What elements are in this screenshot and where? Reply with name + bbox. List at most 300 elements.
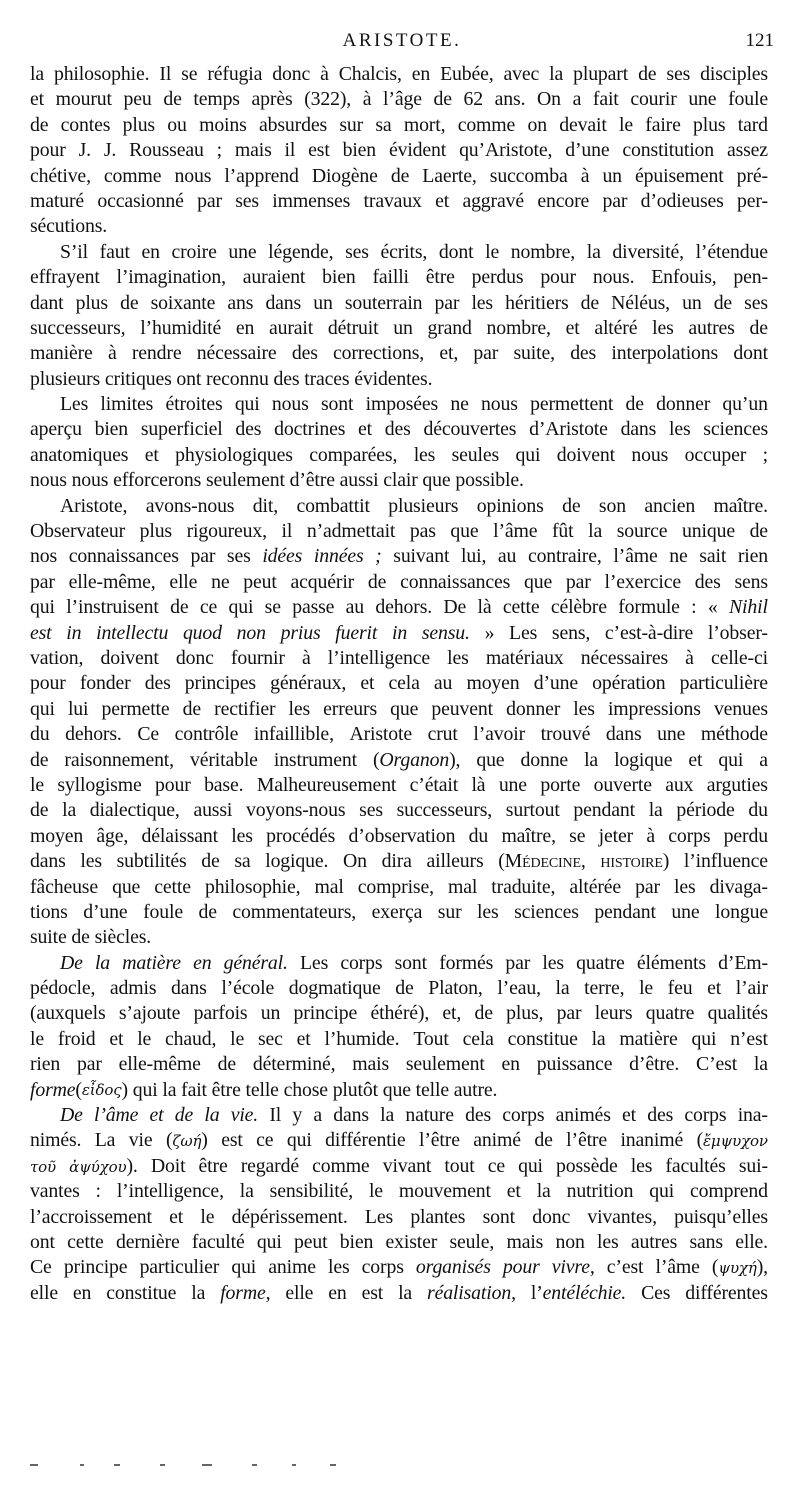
word: d’être. — [629, 1053, 680, 1076]
word: dans — [333, 1104, 369, 1127]
word: à — [685, 646, 694, 669]
word: immenses — [272, 189, 351, 212]
word: à — [580, 164, 590, 187]
text-line — [30, 595, 768, 620]
word: une — [688, 88, 717, 111]
word: De — [443, 596, 467, 619]
word: l’intelligence, — [116, 1180, 224, 1203]
word: quod — [182, 621, 222, 644]
word: dans — [171, 977, 207, 1000]
word: le — [368, 1180, 383, 1203]
word: imposées — [365, 393, 439, 416]
word: aux — [665, 773, 694, 796]
word: en — [328, 1281, 347, 1304]
word: constitution — [622, 139, 715, 162]
word: nous. — [592, 266, 635, 289]
word: voyons-nous — [245, 799, 346, 822]
word: et — [506, 1180, 521, 1203]
word: encore — [537, 189, 590, 212]
word: comprend — [690, 1180, 768, 1203]
word: autres — [630, 1230, 678, 1253]
word: dit, — [252, 494, 279, 517]
word: corps — [684, 1104, 727, 1127]
text-line — [30, 367, 768, 392]
word: peu — [123, 88, 152, 111]
word: jeter — [598, 824, 634, 847]
text-line — [30, 265, 768, 290]
word: ouverte — [593, 773, 652, 796]
word: avec — [503, 63, 540, 85]
word: et — [296, 1027, 311, 1050]
word: la — [398, 1281, 413, 1304]
word: arguties — [706, 773, 768, 796]
word: permette — [101, 697, 170, 720]
word: Chalcis, — [338, 63, 402, 85]
word: Les — [60, 393, 89, 416]
word: bien — [339, 1230, 374, 1253]
word: vie — [128, 1129, 153, 1152]
word: rendre — [131, 342, 182, 365]
text-line — [30, 1255, 768, 1280]
word: successeurs, — [30, 316, 126, 339]
word: occasionné — [97, 189, 184, 212]
word: légende, — [268, 240, 334, 263]
word: les — [471, 291, 493, 314]
word: qui — [691, 1027, 717, 1050]
word: par — [565, 570, 591, 593]
word: vivre, — [551, 1256, 595, 1279]
word: interpolations — [611, 342, 719, 365]
word: la — [536, 1180, 551, 1203]
word: (auxquels — [30, 1002, 106, 1025]
word: de — [120, 291, 139, 314]
word: et — [144, 443, 159, 466]
word: Enfouis, — [651, 266, 717, 289]
word: dogmatique — [288, 977, 381, 1000]
word: d’observation — [348, 824, 456, 847]
word: cela — [388, 672, 420, 695]
word: une — [228, 240, 257, 263]
word: Platon, — [428, 977, 483, 1000]
word: est — [30, 621, 52, 644]
word: inanimé — [620, 1129, 684, 1152]
word: subtilités — [116, 850, 187, 873]
word: J. — [78, 139, 91, 162]
word: exerça — [371, 900, 423, 923]
word: J. — [103, 139, 117, 162]
word: altéré — [594, 316, 638, 339]
word: diversité, — [612, 240, 684, 263]
text-line — [30, 189, 768, 214]
word: du — [468, 824, 489, 847]
word: infaillible, — [253, 723, 334, 746]
word: pour — [30, 672, 66, 695]
word: connaissances — [68, 545, 179, 568]
word: pen- — [733, 266, 768, 289]
word: l’entéléchie. — [530, 1281, 627, 1304]
word: et — [358, 418, 373, 441]
text-segment: suite de siècles. — [30, 926, 152, 949]
word: et — [621, 1104, 636, 1127]
word: et — [360, 672, 375, 695]
word: bien — [342, 139, 377, 162]
word: de — [367, 570, 387, 593]
word: avons-nous — [145, 494, 235, 517]
word: vation, — [30, 646, 84, 669]
word: organisés — [415, 1256, 491, 1279]
word: la — [62, 799, 77, 822]
word: innées — [313, 545, 364, 568]
word: la — [753, 1053, 768, 1076]
word: des — [384, 418, 411, 441]
word: dira — [381, 850, 412, 873]
word: plus — [75, 291, 108, 314]
word: dans — [30, 850, 66, 873]
text-line — [30, 722, 768, 747]
word: des — [694, 570, 721, 593]
word: en — [72, 1281, 92, 1304]
word: matériaux — [485, 646, 564, 669]
word: terre, — [584, 977, 625, 1000]
word: crut — [427, 723, 458, 746]
word: ; — [762, 443, 768, 466]
word: mais — [352, 1053, 389, 1076]
word: trouvé — [540, 723, 591, 746]
word: bien — [94, 418, 129, 441]
word: sens, — [551, 621, 591, 644]
word: par — [77, 1053, 102, 1076]
word: les — [630, 1154, 653, 1177]
word: le — [230, 1027, 245, 1050]
word: des — [291, 342, 318, 365]
word: sur — [437, 900, 462, 923]
word: des — [465, 1104, 492, 1127]
word: nos — [30, 545, 58, 568]
text-line — [30, 62, 768, 87]
word: idées — [262, 545, 303, 568]
word: nature — [405, 1104, 454, 1127]
word: effrayent — [30, 266, 100, 289]
word: La — [94, 1129, 116, 1152]
word: l’âme — [493, 520, 538, 543]
word: l’école — [221, 977, 275, 1000]
word: on — [527, 113, 547, 136]
word: la — [94, 951, 111, 974]
word: lui, — [461, 545, 487, 568]
word: matière — [619, 1027, 678, 1050]
word: formule — [618, 596, 680, 619]
word: sans — [689, 1230, 723, 1253]
word: opération — [592, 672, 666, 695]
word: la — [584, 748, 599, 771]
word: de — [198, 900, 217, 923]
word: être — [198, 1154, 228, 1177]
word: le — [30, 773, 44, 796]
word: le — [30, 1027, 44, 1050]
word: sec — [257, 1027, 283, 1050]
word: pour — [155, 773, 191, 796]
word: période — [676, 799, 735, 822]
word: par — [602, 189, 628, 212]
word: suite, — [513, 342, 555, 365]
word: les — [652, 316, 674, 339]
word: les — [477, 900, 499, 923]
word: puissance — [536, 1053, 613, 1076]
word: Il — [159, 63, 172, 85]
word: ἀψύχου). — [69, 1154, 138, 1177]
word: qu’un — [722, 393, 768, 416]
word: est — [221, 1129, 243, 1152]
word: du — [748, 799, 768, 822]
word: sont — [482, 1205, 515, 1228]
word: l’âme — [613, 545, 658, 568]
word: étroites — [165, 393, 223, 416]
text-line — [30, 113, 768, 138]
word: foule — [143, 900, 183, 923]
word: « — [707, 596, 718, 619]
word: des — [570, 342, 597, 365]
word: per- — [737, 189, 768, 212]
word: à — [107, 342, 117, 365]
word: dehors. — [65, 723, 122, 746]
word: dans — [620, 418, 657, 441]
word: l’âme — [655, 1256, 700, 1279]
word: de — [163, 88, 182, 111]
word: Eubée, — [440, 63, 494, 85]
word: Les — [509, 621, 538, 644]
word: perdus — [471, 266, 524, 289]
word: découvertes — [423, 418, 517, 441]
word: délaissant — [141, 824, 218, 847]
word: épuisement — [634, 164, 724, 187]
word: un — [682, 291, 702, 314]
text-line — [30, 646, 768, 671]
word: principe — [293, 1002, 358, 1025]
word: la — [591, 1027, 606, 1050]
text-line — [30, 468, 768, 493]
word: de — [217, 1053, 236, 1076]
word: ses — [359, 799, 383, 822]
word: des — [144, 672, 171, 695]
word: combattit — [296, 494, 370, 517]
word: corps — [502, 1104, 545, 1127]
word: la — [586, 240, 601, 263]
word: a — [759, 748, 768, 771]
text-line — [30, 1230, 768, 1255]
word: d’une — [83, 900, 128, 923]
word: fait — [592, 88, 619, 111]
word: se — [569, 824, 586, 847]
word: sur — [339, 113, 364, 136]
word: l’être — [419, 1129, 460, 1152]
text-line — [30, 1052, 768, 1077]
word: se — [181, 63, 198, 85]
word: de — [749, 520, 768, 543]
word: pendant — [594, 900, 656, 923]
word: souterrain — [344, 291, 423, 314]
word: dans — [605, 723, 642, 746]
word: que — [476, 748, 505, 771]
word: un — [260, 1002, 281, 1025]
word: à — [301, 646, 311, 669]
word: forme, — [220, 1281, 271, 1304]
word: » — [484, 621, 495, 644]
word: faut — [99, 240, 130, 263]
word: rien — [30, 1053, 61, 1076]
word: faculté — [191, 1230, 245, 1253]
word: un — [313, 291, 333, 314]
word: traduite, — [491, 875, 556, 898]
text-line — [30, 1027, 768, 1052]
word: nécessaire — [196, 342, 277, 365]
word: ans — [227, 291, 254, 314]
word: elle — [285, 1281, 314, 1304]
word: aperçu — [30, 418, 82, 441]
word: donner — [656, 393, 711, 416]
word: comparées, — [309, 443, 398, 466]
word: acquérir — [290, 570, 355, 593]
text-line — [30, 164, 768, 189]
word: autres — [688, 316, 735, 339]
word: limites — [100, 393, 154, 416]
word: cette — [154, 875, 191, 898]
word: maître. — [713, 494, 768, 517]
word: méthode — [700, 723, 768, 746]
word: et — [169, 1205, 184, 1228]
word: par — [505, 951, 531, 974]
word: et — [688, 748, 703, 771]
word: nombre, — [486, 316, 551, 339]
word: cela — [462, 1027, 494, 1050]
word: perdu — [723, 824, 768, 847]
word: courir — [630, 88, 677, 111]
word: c’est-à-dire — [604, 621, 694, 644]
text-line — [30, 773, 768, 798]
word: n’admettait — [306, 520, 396, 543]
word: qui — [228, 596, 254, 619]
text-line — [30, 494, 768, 519]
word: plupart — [573, 63, 629, 85]
word: mal — [314, 875, 344, 898]
word: logique. — [265, 850, 329, 873]
word: facultés — [665, 1154, 726, 1177]
word: qui — [286, 1129, 312, 1152]
word: (ψυχή), — [711, 1256, 768, 1279]
word: plus — [139, 520, 172, 543]
word: moyen — [466, 672, 520, 695]
word: peut — [294, 1230, 328, 1253]
word: auraient — [242, 266, 306, 289]
word: celle-ci — [710, 646, 768, 669]
word: détruit — [327, 316, 379, 339]
word: les — [288, 697, 311, 720]
word: les — [328, 1256, 350, 1279]
word: peut — [243, 570, 277, 593]
word: corps — [361, 1256, 404, 1279]
word: un — [393, 316, 413, 339]
word: ses — [345, 240, 369, 263]
text-line — [30, 925, 768, 950]
word: donc — [532, 1205, 571, 1228]
word: et — [30, 88, 44, 111]
word: en — [411, 63, 431, 85]
word: l’âge — [383, 88, 422, 111]
word: il — [281, 520, 293, 543]
word: ancien — [644, 494, 696, 517]
word: devait — [559, 113, 607, 136]
word: nutrition — [566, 1180, 634, 1203]
word: les — [597, 1230, 619, 1253]
text-segment: ) qui la fait être telle chose plutôt que telle autre. — [121, 1078, 498, 1101]
word: fournir — [230, 646, 285, 669]
word: ont — [30, 1230, 55, 1253]
word: qui — [649, 1180, 675, 1203]
word: âge, — [96, 824, 129, 847]
word: logique — [614, 748, 673, 771]
word: le — [485, 240, 500, 263]
word: disciples — [700, 63, 768, 85]
word: divaga- — [709, 875, 768, 898]
word: l’influence — [683, 850, 768, 873]
word: Malheureusement — [256, 773, 397, 796]
word: bien — [322, 266, 356, 289]
word: qu’Aristote, — [459, 139, 553, 162]
word: qui — [234, 393, 260, 416]
word: ina- — [737, 1104, 768, 1127]
word: ; — [375, 545, 382, 568]
word: peuvent — [431, 697, 493, 720]
word: en — [193, 951, 212, 974]
word: lui — [67, 697, 89, 720]
word: après — [251, 88, 293, 111]
word: de — [625, 393, 644, 416]
word: l’eau, — [497, 977, 541, 1000]
word: les — [573, 697, 595, 720]
word: y — [292, 1104, 303, 1127]
word: en — [501, 1053, 520, 1076]
word: corrections, — [333, 342, 425, 365]
word: par — [197, 189, 222, 212]
word: Observateur — [30, 520, 126, 543]
word: les — [669, 418, 691, 441]
word: l’intelligence — [327, 646, 430, 669]
word: donner — [506, 697, 561, 720]
word: de — [170, 596, 189, 619]
text-line — [30, 875, 768, 900]
word: (322), — [304, 88, 352, 111]
word: admis — [109, 977, 157, 1000]
word: temps — [193, 88, 240, 111]
word: pour — [502, 1256, 540, 1279]
word: différentie — [325, 1129, 406, 1152]
word: l’être — [566, 1129, 607, 1152]
word: commentateurs, — [232, 900, 357, 923]
word: l’avoir — [473, 723, 526, 746]
word: constitue — [507, 1027, 578, 1050]
word: Les — [364, 1205, 394, 1228]
word: chaud, — [165, 1027, 217, 1050]
word: pré- — [736, 164, 768, 187]
word: sciences — [514, 900, 579, 923]
text-segment: nous nous efforcerons seulement d’être aussi clair que possible. — [30, 469, 524, 492]
word: Doit — [150, 1154, 186, 1177]
word: soixante — [150, 291, 216, 314]
word: et — [435, 189, 450, 212]
word: vivant — [382, 1154, 432, 1177]
word: instrument — [273, 748, 357, 771]
word: tout — [444, 1154, 475, 1177]
word: elle. — [735, 1230, 768, 1253]
